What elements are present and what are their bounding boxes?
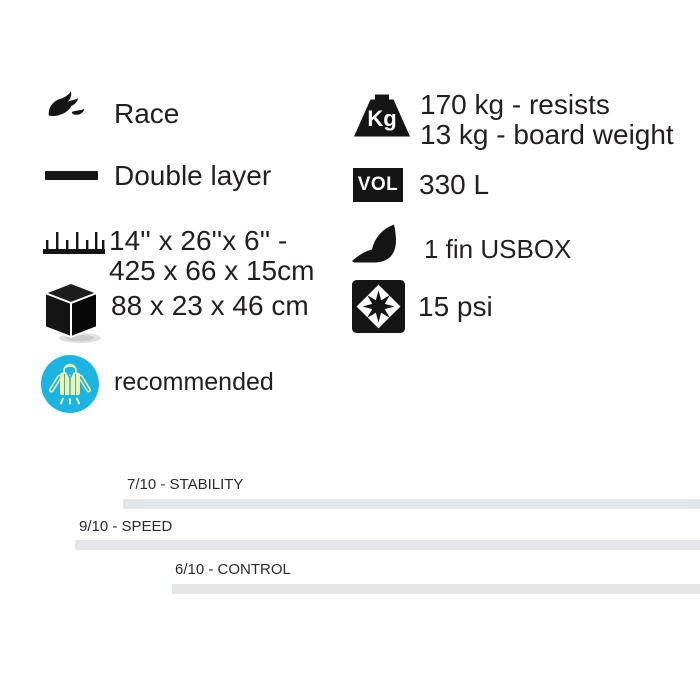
life-vest-label: recommended — [114, 368, 274, 396]
fin-label: 1 fin USBOX — [424, 234, 572, 264]
rating-bar-control — [172, 584, 700, 594]
board-dimensions-line1: 14'' x 26''x 6'' - — [109, 225, 288, 256]
pressure-label: 15 psi — [418, 291, 493, 322]
packed-dimensions-label: 88 x 23 x 46 cm — [111, 290, 309, 321]
pressure-icon — [352, 280, 405, 333]
volume-label: 330 L — [419, 169, 490, 200]
weight-line2: 13 kg - board weight — [420, 119, 674, 150]
discipline-label: Race — [114, 98, 180, 129]
construction-label: Double layer — [114, 160, 272, 191]
weight-label — [420, 90, 674, 150]
fin-icon — [350, 223, 412, 263]
weight-line1: 170 kg - resists — [420, 89, 610, 120]
rating-label-control: 6/10 - CONTROL — [175, 561, 291, 578]
kg-badge-text: Kg — [367, 106, 397, 131]
board-dimensions-label — [109, 226, 314, 286]
rating-bar-stability — [123, 499, 700, 509]
volume-badge: VOL — [353, 168, 403, 202]
weight-icon — [351, 93, 413, 138]
rating-label-stability: 7/10 - STABILITY — [127, 476, 244, 493]
box-icon — [36, 280, 106, 346]
rating-label-speed: 9/10 - SPEED — [79, 518, 173, 535]
rating-bar-speed — [75, 540, 700, 550]
life-vest-icon — [40, 354, 100, 414]
double-layer-icon — [45, 171, 98, 180]
board-dimensions-line2: 425 x 66 x 15cm — [109, 255, 315, 286]
wave-icon — [47, 90, 93, 121]
ruler-icon — [43, 230, 105, 254]
